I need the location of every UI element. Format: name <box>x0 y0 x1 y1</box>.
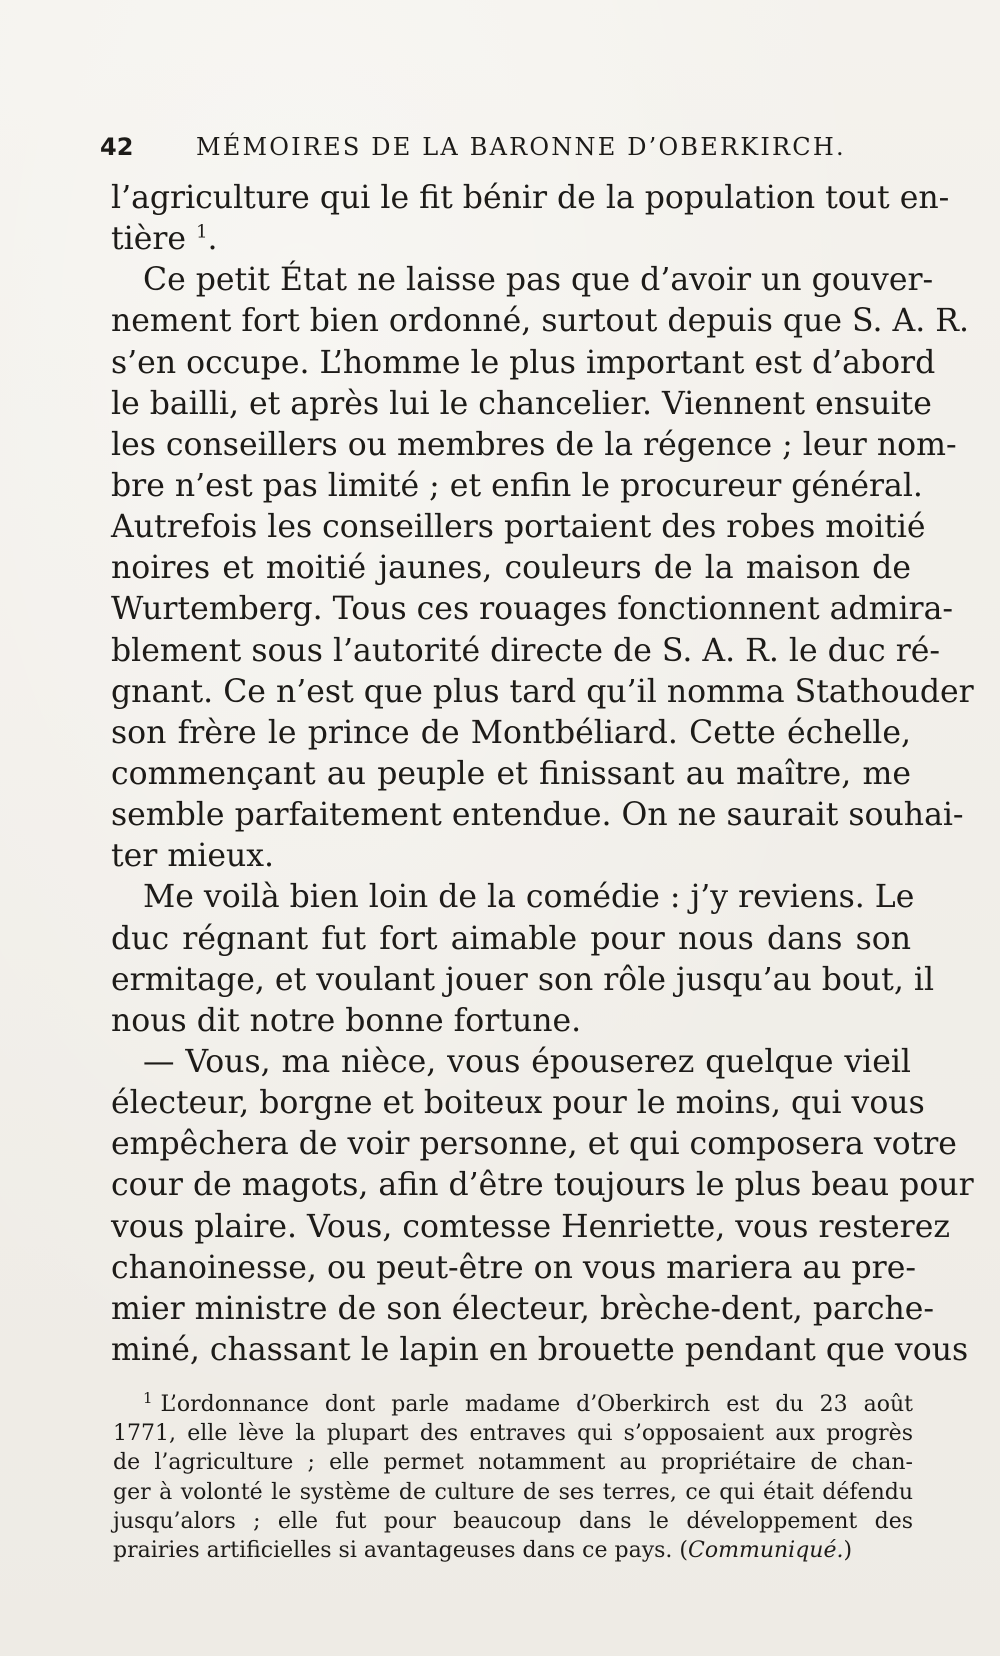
body-text <box>111 178 974 1371</box>
text-line: noires et moitié jaunes, couleurs de la maison de <box>111 550 911 587</box>
text-line: les conseillers ou membres de la régence ; leur nom- <box>111 426 957 463</box>
text-line: électeur, borgne et boiteux pour le moins, qui vous <box>111 1085 925 1122</box>
footnote-line: $^1$ L’ordonnance dont parle madame d’Oberkirch est du 23 août <box>143 1388 913 1417</box>
text-line: Wurtemberg. Tous ces rouages fonctionnent admira- <box>111 591 953 628</box>
text-line: commençant au peuple et finissant au maître, me <box>111 755 911 792</box>
text-line: l’agriculture qui le fit bénir de la population tout en- <box>111 180 950 216</box>
text-line: vous plaire. Vous, comtesse Henriette, vous resterez <box>111 1208 950 1245</box>
text-line: nous dit notre bonne fortune. <box>111 1002 582 1039</box>
footnote-line: prairies artificielles si avantageuses dans ce pays. (Communiqué.) <box>113 1537 853 1563</box>
text-line: le bailli, et après lui le chancelier. Viennent ensuite <box>111 385 932 422</box>
footnote-line: 1771, elle lève la plupart des entraves qui s’opposaient aux progrès <box>113 1421 913 1447</box>
text-line: blement sous l’autorité directe de S. A. R. le duc ré- <box>111 632 941 669</box>
text-line: duc régnant fut fort aimable pour nous dans son <box>111 920 911 957</box>
text-line: ter mieux. <box>111 838 275 875</box>
text-line: miné, chassant le lapin en brouette pendant que vous <box>111 1331 969 1368</box>
text-line: tière $^1$. <box>111 221 218 258</box>
footnote-line: jusqu’alors ; elle fut pour beaucoup dans le développement des <box>113 1508 913 1534</box>
text-line: chanoinesse, ou peut-être on vous mariera au pre- <box>111 1249 916 1286</box>
text-line: s’en occupe. L’homme le plus important est d’abord <box>111 344 936 381</box>
text-line: semble parfaitement entendue. On ne saurait souhai- <box>111 797 964 834</box>
text-line: son frère le prince de Montbéliard. Cette échelle, <box>111 714 911 751</box>
footnote-line: de l’agriculture ; elle permet notamment au propriétaire de chan- <box>113 1450 913 1476</box>
text-line: Me voilà bien loin de la comédie : j’y reviens. Le <box>143 879 915 916</box>
footnote-reference[interactable]: 1 <box>196 221 208 243</box>
footnote <box>113 1390 913 1565</box>
page-header <box>100 133 910 173</box>
text-line: cour de magots, afin d’être toujours le plus beau pour <box>111 1167 974 1204</box>
text-line: Ce petit État ne laisse pas que d’avoir un gouver- <box>143 262 934 299</box>
text-line: — Vous, ma nièce, vous épouserez quelque vieil <box>143 1043 911 1080</box>
text-line: mier ministre de son électeur, brèche-dent, parche- <box>111 1290 935 1327</box>
footnote-marker: 1 <box>143 1388 153 1407</box>
page-number: 42 <box>100 133 134 161</box>
footnote-line: ger à volonté le système de culture de ses terres, ce qui était défendu <box>113 1479 913 1505</box>
text-line: nement fort bien ordonné, surtout depuis que S. A. R. <box>111 303 970 340</box>
text-line: empêchera de voir personne, et qui composera votre <box>111 1126 957 1163</box>
text-line: Autrefois les conseillers portaient des robes moitié <box>111 509 926 546</box>
text-line: ermitage, et voulant jouer son rôle jusqu’au bout, il <box>111 961 935 998</box>
text-line: gnant. Ce n’est que plus tard qu’il nomma Stathouder <box>111 673 974 710</box>
text-line: bre n’est pas limité ; et enfin le procureur général. <box>111 467 923 504</box>
footnote-attribution: Communiqué. <box>688 1537 844 1563</box>
running-title: MÉMOIRES DE LA BARONNE D’OBERKIRCH. <box>196 133 846 161</box>
